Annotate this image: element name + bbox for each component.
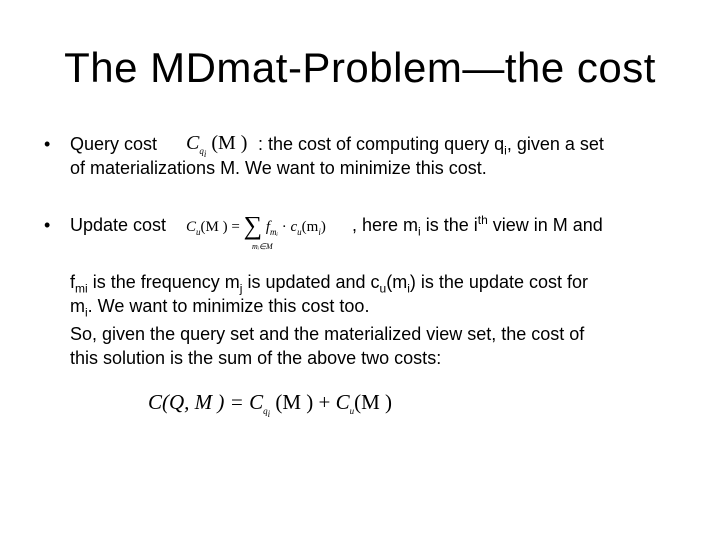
query-cost-description: : the cost of computing query $q_i$, given a set <box>258 134 604 158</box>
query-cost-description-line2: of materializations M. We want to minimize this cost. <box>70 158 487 178</box>
frequency-description: $f_{mi}$ is the frequency $m_j$ is updated and $c_u(m_i)$ is the update cost for <box>70 272 588 296</box>
bullet-symbol: • <box>44 134 51 154</box>
update-cost-formula: $C_u(M$ ) = ∑ $f_{mᵢ} \cdot c_u(m_i)$ mᵢ∈M <box>186 211 326 251</box>
update-cost-label: Update cost <box>70 215 167 235</box>
summary-text-line2: this solution is the sum of the above two costs: <box>70 348 442 368</box>
query-cost-label: Query cost <box>70 134 158 154</box>
minimize-update-text: $m_i$. We want to minimize this cost too. <box>70 296 370 320</box>
summary-text-line1: So, given the query set and the materialized view set, the cost of <box>70 324 585 344</box>
query-cost-formula: $C_{q_i}$ (M ) <box>186 132 248 159</box>
slide-title: The MDmat-Problem—the cost <box>64 44 656 91</box>
update-cost-description: , here $m_i$ is the $i^{th}$ view in M and <box>352 213 603 239</box>
bullet-symbol: • <box>44 215 51 235</box>
total-cost-formula: C(Q, M ) = $C_{q_i}$ (M ) + $C_u(M$ ) <box>148 390 393 419</box>
